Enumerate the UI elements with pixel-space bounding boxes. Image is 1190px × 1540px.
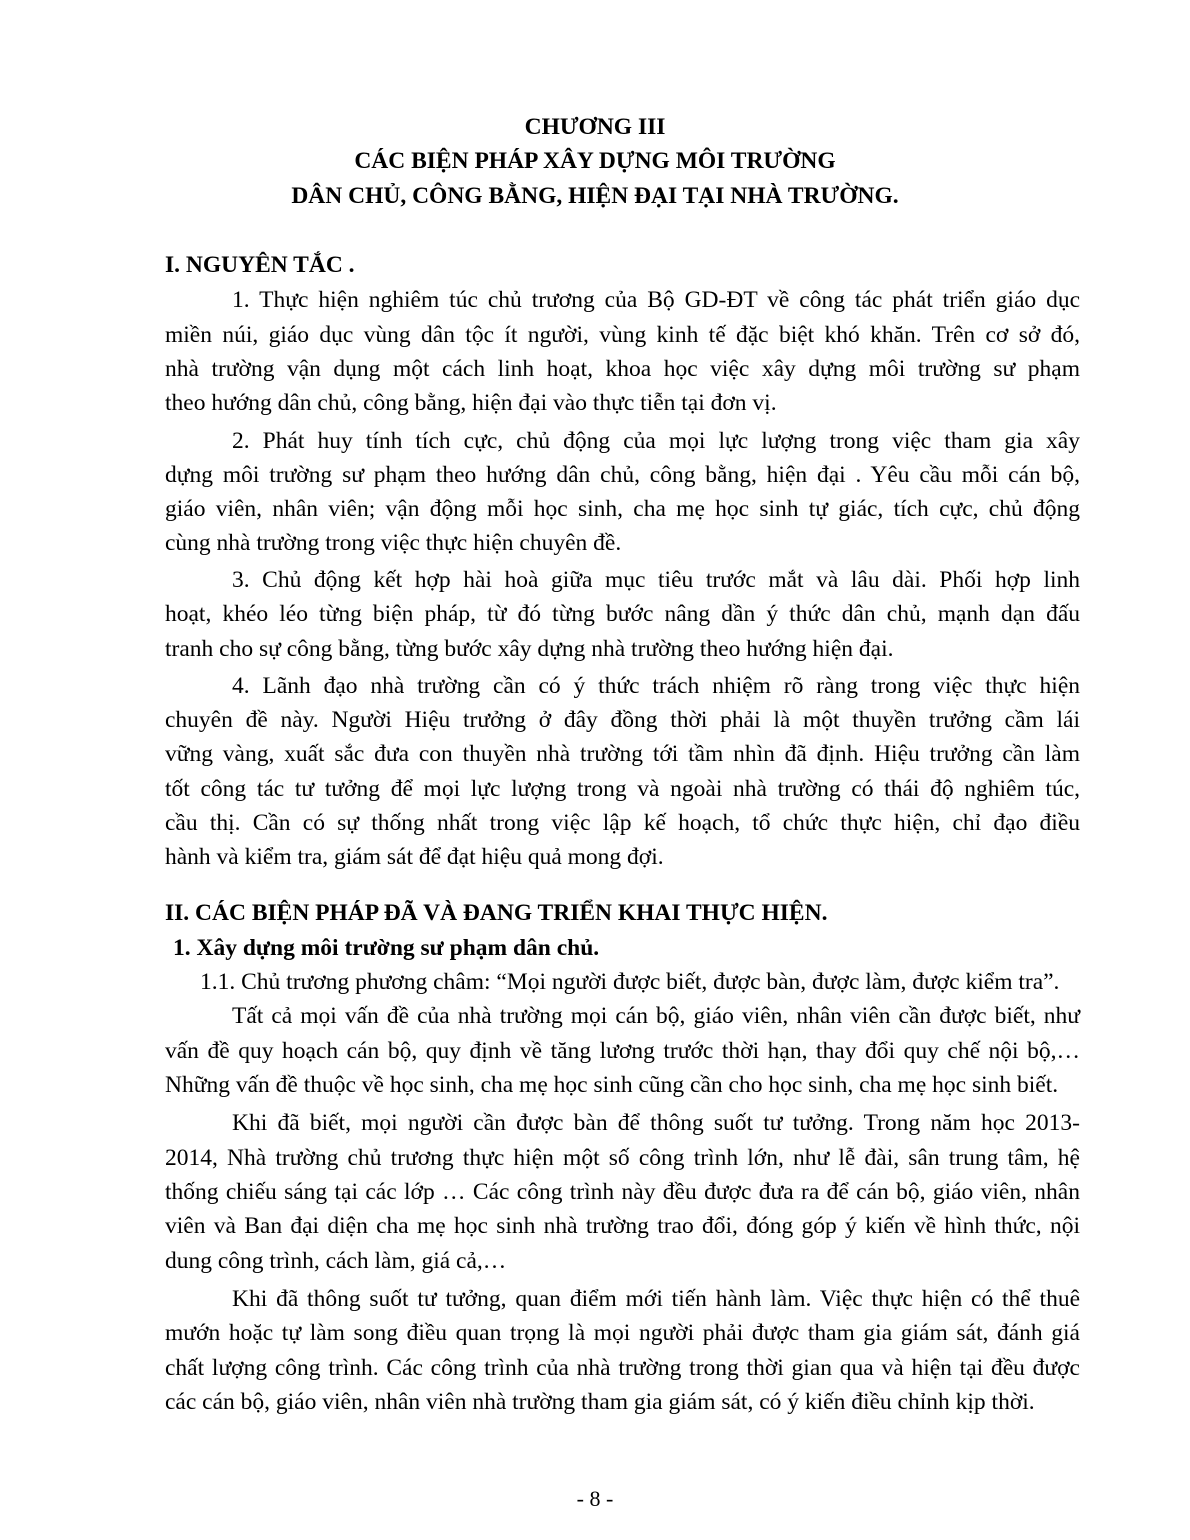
s2-p3-line: chất lượng công trình. Các công trình của nhà trường trong thời gian qua và hiện tại đều được	[165, 1355, 1080, 1381]
s2-p2-line: thống chiếu sáng tại các lớp … Các công trình này đều được đưa ra để cán bộ, giáo viên, nhân	[165, 1179, 1080, 1205]
s2-p2-line: viên và Ban đại diện cha mẹ học sinh nhà trường trao đổi, đóng góp ý kiến về hình thức, nội	[165, 1213, 1080, 1239]
s1-p1-line: nhà trường vận dụng một cách linh hoạt, khoa học việc xây dựng môi trường sư phạm	[165, 356, 1080, 382]
section1-heading: I. NGUYÊN TẮC .	[165, 252, 355, 278]
s1-p3-line: tranh cho sự công bằng, từng bước xây dựng nhà trường theo hướng hiện đại.	[165, 636, 894, 662]
s1-p4-line: chuyên đề này. Người Hiệu trưởng ở đây đồng thời phải là một thuyền trưởng cầm lái	[165, 707, 1080, 733]
s1-p1-line: theo hướng dân chủ, công bằng, hiện đại vào thực tiễn tại đơn vị.	[165, 390, 777, 416]
s1-p2-line: 2. Phát huy tính tích cực, chủ động của mọi lực lượng trong việc tham gia xây	[232, 428, 1080, 454]
s2-p1-line: Những vấn đề thuộc về học sinh, cha mẹ học sinh cũng cần cho học sinh, cha mẹ học sinh biết.	[165, 1072, 1059, 1098]
chapter-number: CHƯƠNG III	[524, 114, 666, 140]
s2-p1-line: Tất cả mọi vấn đề của nhà trường mọi cán bộ, giáo viên, nhân viên cần được biết, như	[232, 1003, 1080, 1029]
s2-p3-line: các cán bộ, giáo viên, nhân viên nhà trường tham gia giám sát, có ý kiến điều chỉnh kịp thời.	[165, 1389, 1035, 1415]
s2-p2-line: 2014, Nhà trường chủ trương thực hiện một số công trình lớn, như lễ đài, sân trung tâm, hệ	[165, 1145, 1080, 1171]
s2-p3-line: Khi đã thông suốt tư tưởng, quan điểm mới tiến hành làm. Việc thực hiện có thể thuê	[232, 1286, 1080, 1312]
page-number: - 8 -	[576, 1486, 614, 1511]
s1-p3-line: 3. Chủ động kết hợp hài hoà giữa mục tiêu trước mắt và lâu dài. Phối hợp linh	[232, 567, 1080, 593]
s2-p3-line: mướn hoặc tự làm song điều quan trọng là mọi người phải được tham gia giám sát, đánh giá	[165, 1320, 1080, 1346]
s1-p2-line: giáo viên, nhân viên; vận động mỗi học sinh, cha mẹ học sinh tự giác, tích cực, chủ động	[165, 496, 1080, 522]
s2-p1-line: vấn đề quy hoạch cán bộ, quy định về tăng lương trước thời hạn, thay đổi quy chế nội bộ,…	[165, 1038, 1080, 1064]
section2-subheading: 1. Xây dựng môi trường sư phạm dân chủ.	[173, 935, 600, 961]
chapter-title-line2: DÂN CHỦ, CÔNG BẰNG, HIỆN ĐẠI TẠI NHÀ TRƯỜNG.	[291, 183, 899, 209]
s2-p2-line: dung công trình, cách làm, giá cả,…	[165, 1248, 507, 1274]
s1-p4-line: 4. Lãnh đạo nhà trường cần có ý thức trách nhiệm rõ ràng trong việc thực hiện	[232, 673, 1080, 699]
s1-p2-line: dựng môi trường sư phạm theo hướng dân chủ, công bằng, hiện đại . Yêu cầu mỗi cán bộ,	[165, 462, 1080, 488]
s1-p1-line: miền núi, giáo dục vùng dân tộc ít người, vùng kinh tế đặc biệt khó khăn. Trên cơ sở đó,	[165, 322, 1080, 348]
s2-p2-line: Khi đã biết, mọi người cần được bàn để thông suốt tư tưởng. Trong năm học 2013-	[232, 1110, 1080, 1136]
s1-p4-line: hành và kiểm tra, giám sát để đạt hiệu quả mong đợi.	[165, 844, 664, 870]
s1-p1-line: 1. Thực hiện nghiêm túc chủ trương của Bộ GD-ĐT về công tác phát triển giáo dục	[232, 287, 1080, 313]
s1-p4-line: tốt công tác tư tưởng để mọi lực lượng trong và ngoài nhà trường có thái độ nghiêm túc,	[165, 776, 1080, 802]
s1-p3-line: hoạt, khéo léo từng biện pháp, từ đó từng bước nâng dần ý thức dân chủ, mạnh dạn đấu	[165, 601, 1080, 627]
s1-p2-line: cùng nhà trường trong việc thực hiện chuyên đề.	[165, 530, 622, 556]
s1-p4-line: vững vàng, xuất sắc đưa con thuyền nhà trường tới tầm nhìn đã định. Hiệu trưởng cần làm	[165, 741, 1080, 767]
s1-p4-line: cầu thị. Cần có sự thống nhất trong việc lập kế hoạch, tổ chức thực hiện, chỉ đạo điều	[165, 810, 1080, 836]
section2-heading: II. CÁC BIỆN PHÁP ĐÃ VÀ ĐANG TRIỂN KHAI THỰC HIỆN.	[165, 900, 828, 926]
item-1-1: 1.1. Chủ trương phương châm: “Mọi người được biết, được bàn, được làm, được kiểm tra”.	[200, 969, 1060, 995]
chapter-title-line1: CÁC BIỆN PHÁP XÂY DỰNG MÔI TRƯỜNG	[354, 148, 836, 174]
